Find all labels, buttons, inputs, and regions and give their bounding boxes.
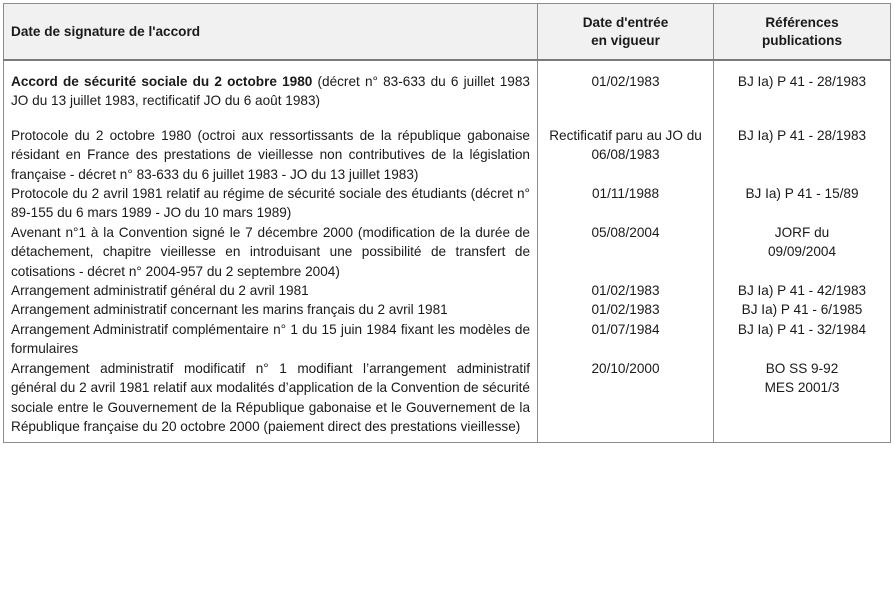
table-row	[4, 60, 891, 126]
row-description	[4, 60, 538, 126]
row-title-bold: Accord de sécurité sociale du 2 octobre 1980	[11, 74, 313, 89]
row-description: Arrangement administratif général du 2 avril 1981	[4, 281, 538, 300]
row-entry-date: 01/02/1983	[538, 60, 714, 126]
table-row	[4, 300, 891, 319]
table-row	[4, 320, 891, 359]
header-signature-date: Date de signature de l'accord	[4, 4, 538, 61]
row-reference: BJ Ia) P 41 - 15/89	[714, 184, 891, 223]
table-header-row	[4, 4, 891, 61]
row-entry-date: 01/02/1983	[538, 300, 714, 319]
row-reference: BJ Ia) P 41 - 28/1983	[714, 126, 891, 184]
table-row	[4, 126, 891, 184]
row-reference: BJ Ia) P 41 - 6/1985	[714, 300, 891, 319]
row-description: Protocole du 2 avril 1981 relatif au régime de sécurité sociale des étudiants (décret n° 89-155 du 6 mars 1989 - JO du 10 mars 1989)	[4, 184, 538, 223]
accords-table	[3, 3, 891, 443]
row-description: Arrangement administratif modificatif n° 1 modifiant l’arrangement administratif général du 2 avril 1981 relatif aux modalités d’application de la Convention de sécurité sociale entre le Gouvernement de la République gabonaise et le Gouvernement de la République française du 20 octobre 2000 (paiement direct des prestations vieillesse)	[4, 359, 538, 443]
row-entry-date: 05/08/2004	[538, 223, 714, 281]
row-reference: BO SS 9-92 MES 2001/3	[714, 359, 891, 443]
accords-table-wrapper	[3, 3, 890, 443]
row-description: Avenant n°1 à la Convention signé le 7 décembre 2000 (modification de la durée de détachement, chapitre vieillesse en introduisant une possibilité de transfert de cotisations - décret n° 2004-957 du 2 septembre 2004)	[4, 223, 538, 281]
row-description: Protocole du 2 octobre 1980 (octroi aux ressortissants de la république gabonaise résidant en France des prestations de vieillesse non contributives de la législation française - décret n° 83-633 du 6 juillet 1983 - JO du 13 juillet 1983)	[4, 126, 538, 184]
row-description: Arrangement administratif concernant les marins français du 2 avril 1981	[4, 300, 538, 319]
row-description: Arrangement Administratif complémentaire n° 1 du 15 juin 1984 fixant les modèles de formulaires	[4, 320, 538, 359]
row-description-text: (décret n° 83-633 du 6 juillet 1983 JO du 13 juillet 1983, rectificatif JO du 6 août 1983)	[11, 74, 530, 109]
table-row	[4, 281, 891, 300]
row-entry-date: 20/10/2000	[538, 359, 714, 443]
table-row	[4, 359, 891, 443]
table-row	[4, 184, 891, 223]
row-reference: BJ Ia) P 41 - 32/1984	[714, 320, 891, 359]
header-references: Références publications	[714, 4, 891, 61]
row-reference: JORF du 09/09/2004	[714, 223, 891, 281]
row-entry-date: 01/02/1983	[538, 281, 714, 300]
row-reference: BJ Ia) P 41 - 28/1983	[714, 60, 891, 126]
table-row	[4, 223, 891, 281]
row-reference: BJ Ia) P 41 - 42/1983	[714, 281, 891, 300]
row-entry-date: 01/07/1984	[538, 320, 714, 359]
row-entry-date: Rectificatif paru au JO du 06/08/1983	[538, 126, 714, 184]
row-entry-date: 01/11/1988	[538, 184, 714, 223]
header-entry-date: Date d'entrée en vigueur	[538, 4, 714, 61]
